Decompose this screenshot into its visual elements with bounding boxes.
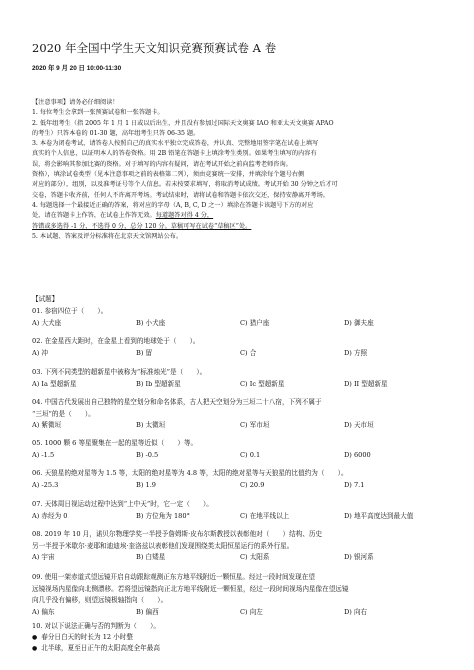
question-04 xyxy=(32,397,448,432)
option-b: B) Ib 型超新星 xyxy=(136,379,181,388)
option-a: A) -1.5 xyxy=(32,450,55,459)
question-stem: 07. 天体周日视运动过程中达到“上中天”时，它一定（ ）。 xyxy=(32,500,213,508)
option-d: D) 御夫座 xyxy=(344,318,374,327)
option-c: C) Ic 型超新星 xyxy=(240,379,285,388)
scoring-inline: 每道题答对得 4 分， xyxy=(155,212,214,220)
notice-heading: 【注意事项】请务必仔细阅读！ xyxy=(32,99,119,106)
question-stem: 05. 1000 颗 6 等星聚集在一起的星等近似（ ）等。 xyxy=(32,439,198,447)
notice-line: 3. 本卷为闭卷考试，请答卷人按照自己的真实水平独立完成答卷，并认真、完整地用签字笔在试卷上填写 xyxy=(32,140,319,148)
option-d: D) 天市垣 xyxy=(344,421,374,430)
question-stem: 03. 下列不同类型的超新星中被称为“标准烛光”是（ ）。 xyxy=(32,368,207,376)
option-c: C) 20.9 xyxy=(240,480,265,489)
option-a: A) 赤经为 0 xyxy=(32,511,68,520)
section-label: 【试题】 xyxy=(32,295,59,303)
notice-line: 的考生）只答本卷的 01-30 题，高年组考生只答 06-35 题。 xyxy=(32,129,200,137)
question-stem-cont: “三垣”的是（ ）。 xyxy=(32,409,95,418)
option-b: B) 1.9 xyxy=(136,480,157,489)
question-stem-cont: 另一半授予米歇尔·麦耶和迪迪埃·奎洛兹以表彰他们发现围绕类太阳恒星运行的系外行星。 xyxy=(32,541,294,550)
question-stem: 10. 对以下说法正确与否的判断为（ ）。 xyxy=(32,622,160,630)
option-b: B) 小犬座 xyxy=(136,318,166,327)
option-a: A) 宇宙 xyxy=(32,553,55,562)
notice-line: 4. 每题选择一个最接近正确的答案，将对应的字母（A, B, C, D 之一）填涂在答题卡该题号下方的对应 xyxy=(32,201,314,209)
question-stem-cont: 向几乎没有偏移，则望远镜极轴指向（ ）。 xyxy=(32,596,168,605)
question-stem-cont: 远镜视场内星像向北侧漂移。若将望远镜指向正北方地平线附近一颗恒星，经过一段时间视场内星像在望远镜 xyxy=(32,584,349,593)
notice-line: 5. 本试题、答案及评分标准将在北京天文馆网站公布。 xyxy=(32,232,183,240)
option-b: B) 留 xyxy=(136,348,153,357)
question-07 xyxy=(32,499,448,522)
option-c: C) 合 xyxy=(240,348,257,357)
option-c: C) 在地平线以上 xyxy=(240,511,290,520)
option-a: A) 紫微垣 xyxy=(32,421,62,430)
notice-line: 答错或多选得 -1 分，不选得 0 分，总分 120 分。草稿可写在试卷“草稿区”处。 xyxy=(32,222,252,230)
question-stem: 09. 使用一架赤道式望远镜开启自动跟踪观测正东方地平线附近一颗恒星。经过一段时间发现在望 xyxy=(32,573,315,581)
question-stem: 06. 天狼星的绝对星等为 1.5 等，太阳的绝对星等为 4.8 等，太阳的绝对星等与天狼星的比值约为（ ）。 xyxy=(32,469,348,477)
question-options xyxy=(32,348,448,360)
question-options xyxy=(32,318,448,330)
question-stem: 01. 参宿四位于（ ）。 xyxy=(32,307,108,315)
option-c: C) 向左 xyxy=(240,607,263,616)
question-options xyxy=(32,379,448,391)
question-03 xyxy=(32,367,448,390)
question-10 xyxy=(32,621,448,655)
question-stem: 08. 2019 年 10 月，诺贝尔物理学奖一半授予詹姆斯·皮布尔斯教授以表彰他对（ ）结构、历史 xyxy=(32,530,323,538)
option-a: A) 冲 xyxy=(32,348,49,357)
statement-bullet: ● 春分日白天的时长为 12 小时整 xyxy=(32,632,448,643)
notice-line: 对应的部分），组别，以及准考证号等个人信息。若未按要求填写，将取消考试成绩。考试开始 30 分钟之后才可 xyxy=(32,181,338,189)
question-stem: 04. 中国古代发展出自己独特的星空划分和命名体系，古人把天空划分为三垣二十八宿，下列不属于 xyxy=(32,398,322,406)
option-d: D) II 型超新星 xyxy=(344,379,388,388)
question-stem: 02. 在金星西大距时，在金星上看到的地球处于（ ）。 xyxy=(32,337,200,345)
option-d: D) 7.1 xyxy=(344,480,365,489)
notice-block xyxy=(32,98,448,242)
exam-time: 2020 年 9 月 20 日 10:00-11:30 xyxy=(32,65,122,72)
question-options xyxy=(32,450,448,462)
option-c: C) 猎户座 xyxy=(240,318,270,327)
option-c: C) 太阳系 xyxy=(240,553,270,562)
option-d: D) 银河系 xyxy=(344,553,374,562)
statement-bullet: ● 北半球，夏至日正午的太阳高度全年最高 xyxy=(32,643,448,654)
option-a: A) 偏东 xyxy=(32,607,55,616)
option-b: B) 偏西 xyxy=(136,607,159,616)
question-06 xyxy=(32,468,448,491)
question-05 xyxy=(32,438,448,461)
option-b: B) -0.5 xyxy=(136,450,159,459)
notice-line: 1. 每位考生会拿到一张预赛试卷和一张答题卡。 xyxy=(32,109,164,117)
question-options xyxy=(32,420,448,432)
notice-line xyxy=(32,211,448,221)
question-08 xyxy=(32,529,448,564)
notice-line: 真实的个人信息，以证明本人的答卷资格。用 2B 铅笔在答题卡上填涂考生类别。如果考生填写的内容有 xyxy=(32,150,317,158)
question-02 xyxy=(32,336,448,359)
question-09 xyxy=(32,572,448,618)
exam-title: 2020 年全国中学生天文知识竞赛预赛试卷 A 卷 xyxy=(32,41,277,55)
notice-line: 交卷，答题卡收齐前，任何人不许离开考场。考试结束时，请将试卷和答题卡依次交还，保持安静离开考场。 xyxy=(32,191,329,199)
option-a: A) 大犬座 xyxy=(32,318,62,327)
option-d: D) 6000 xyxy=(344,450,371,459)
question-01 xyxy=(32,306,448,329)
notice-line: 2. 低年组考生（指 2005 年 1 月 1 日或以后出生，并且没有参加过国际天文奥赛 IAO 和亚太天文奥赛 APAO xyxy=(32,119,334,127)
question-options xyxy=(32,480,448,492)
option-b: B) 方位角为 180° xyxy=(136,511,190,520)
option-d: D) 向右 xyxy=(344,607,368,616)
notice-line-text: 处，请在答题卡上作答，在试卷上作答无效。 xyxy=(32,212,156,220)
option-b: B) 白矮星 xyxy=(136,553,166,562)
option-c: C) 军市垣 xyxy=(240,421,270,430)
notice-line: 资格），填涂试卷类型（见本注意事项之前的表格第二列），须由竞赛统一安排，并填涂每个题号右侧 xyxy=(32,171,305,179)
question-options xyxy=(32,552,448,564)
option-a: A) Ia 型超新星 xyxy=(32,379,77,388)
question-options xyxy=(32,511,448,523)
question-options xyxy=(32,607,448,619)
option-a: A) -25.3 xyxy=(32,480,59,489)
option-d: D) 方照 xyxy=(344,348,368,357)
option-b: B) 太微垣 xyxy=(136,421,166,430)
option-d: D) 地平高度达到最大值 xyxy=(344,511,414,520)
option-c: C) 0.1 xyxy=(240,450,261,459)
notice-line: 误，将会影响其参加比赛的资格。对于填写的内容有疑问，请在考试开始之前向监考老师咨询。 xyxy=(32,160,292,168)
